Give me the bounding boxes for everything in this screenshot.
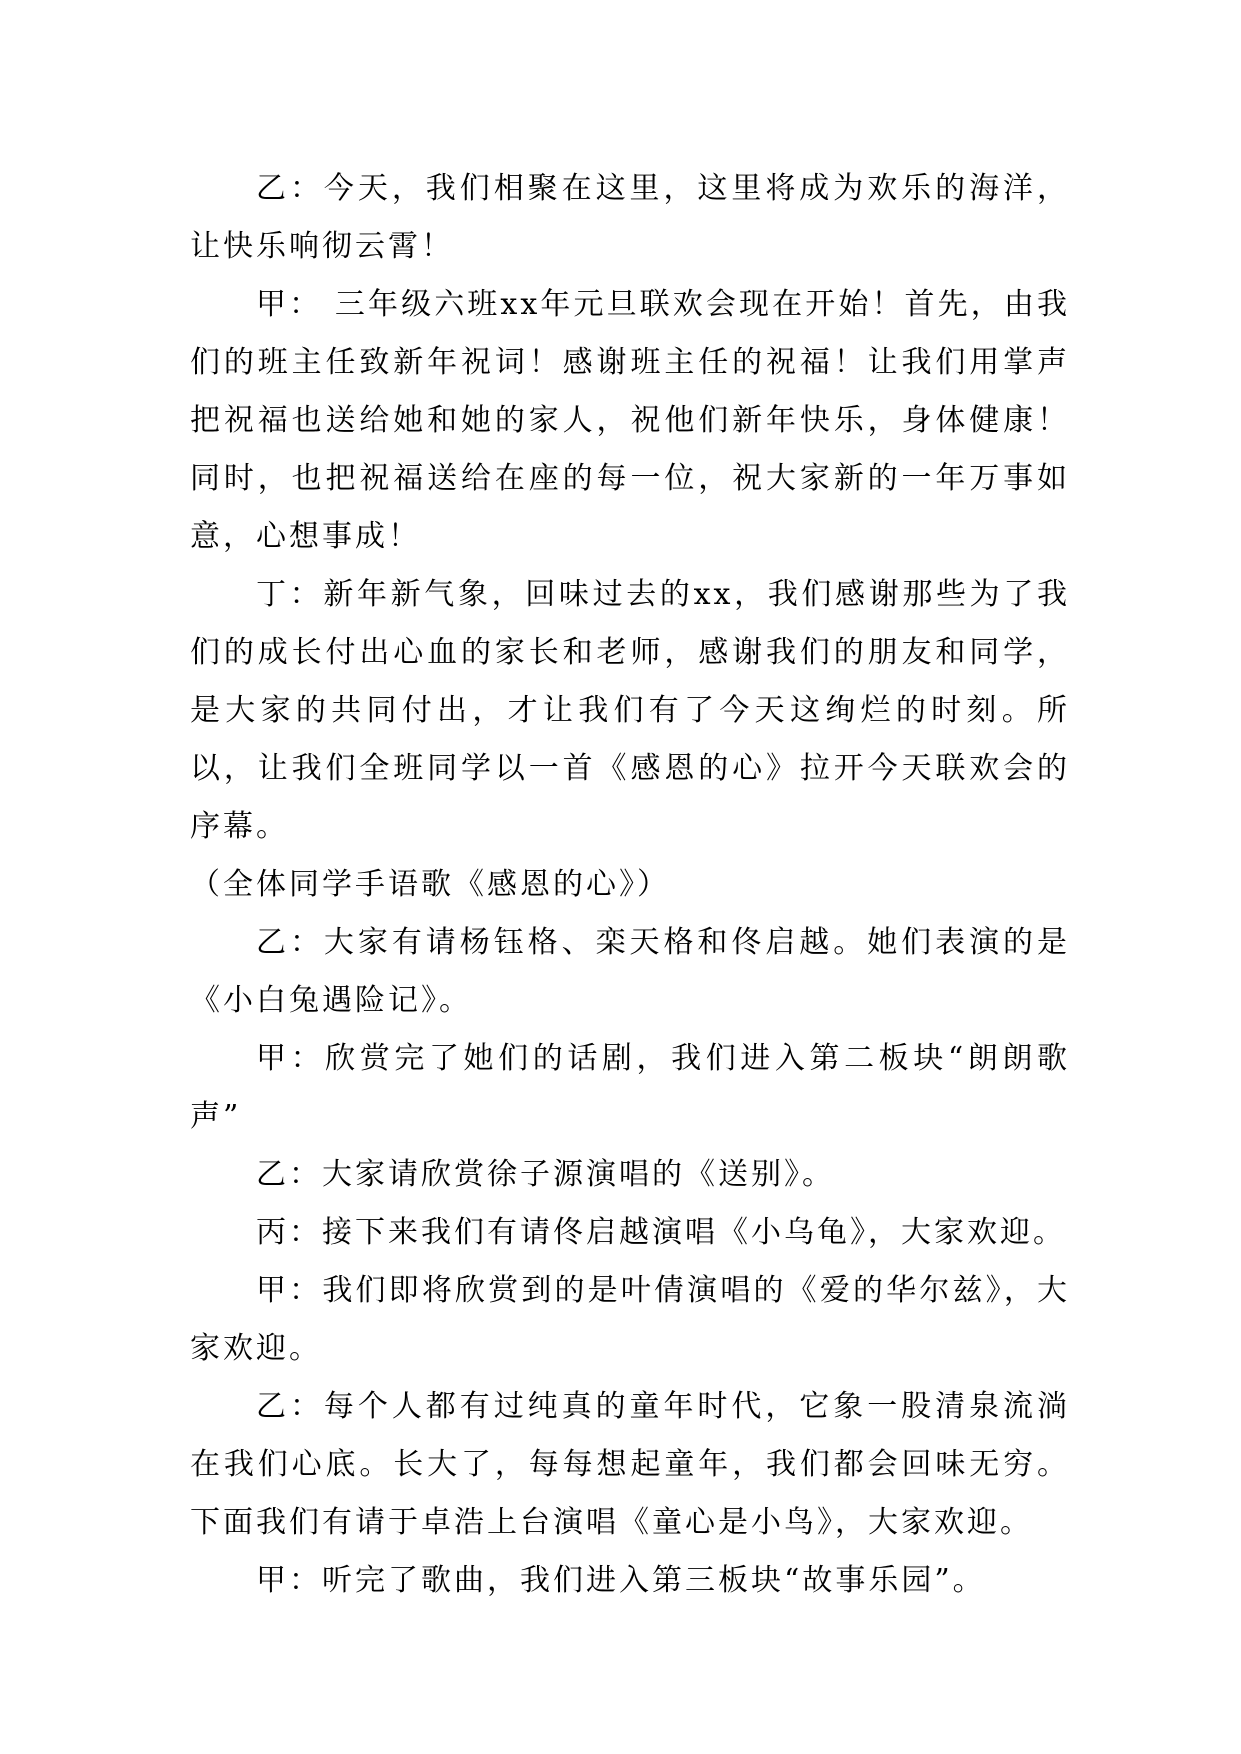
paragraph-6: 甲：欣赏完了她们的话剧，我们进入第二板块“朗朗歌声” [190, 1041, 1070, 1134]
paragraph-3: 丁：新年新气象，回味过去的xx，我们感谢那些为了我们的成长付出心血的家长和老师，感谢我们的朋友和同学，是大家的共同付出，才让我们有了今天这绚烂的时刻。所以，让我们全班同学以一首《感恩的心》拉开今天联欢会的序幕。 [190, 577, 1070, 844]
document-body [190, 160, 1070, 1610]
paragraph-5: 乙：大家有请杨钰格、栾天格和佟启越。她们表演的是《小白兔遇险记》。 [190, 925, 1070, 1018]
paragraph-7: 乙：大家请欣赏徐子源演唱的《送别》。 [256, 1157, 835, 1192]
paragraph-4: （全体同学手语歌《感恩的心》） [190, 867, 670, 902]
paragraph-10: 乙：每个人都有过纯真的童年时代，它象一股清泉流淌在我们心底。长大了，每每想起童年，我们都会回味无穷。下面我们有请于卓浩上台演唱《童心是小鸟》，大家欢迎。 [190, 1389, 1070, 1540]
paragraph-8: 丙：接下来我们有请佟启越演唱《小乌龟》，大家欢迎。 [256, 1215, 1066, 1250]
paragraph-9: 甲：我们即将欣赏到的是叶倩演唱的《爱的华尔兹》，大家欢迎。 [190, 1273, 1070, 1366]
paragraph-2: 甲： 三年级六班xx年元旦联欢会现在开始！首先，由我们的班主任致新年祝词！感谢班主任的祝福！让我们用掌声把祝福也送给她和她的家人，祝他们新年快乐，身体健康！同时，也把祝福送给在座的每一位，祝大家新的一年万事如意，心想事成！ [190, 287, 1070, 554]
paragraph-1: 乙：今天，我们相聚在这里，这里将成为欢乐的海洋，让快乐响彻云霄！ [190, 171, 1070, 264]
paragraph-11: 甲：听完了歌曲，我们进入第三板块“故事乐园”。 [256, 1563, 986, 1598]
